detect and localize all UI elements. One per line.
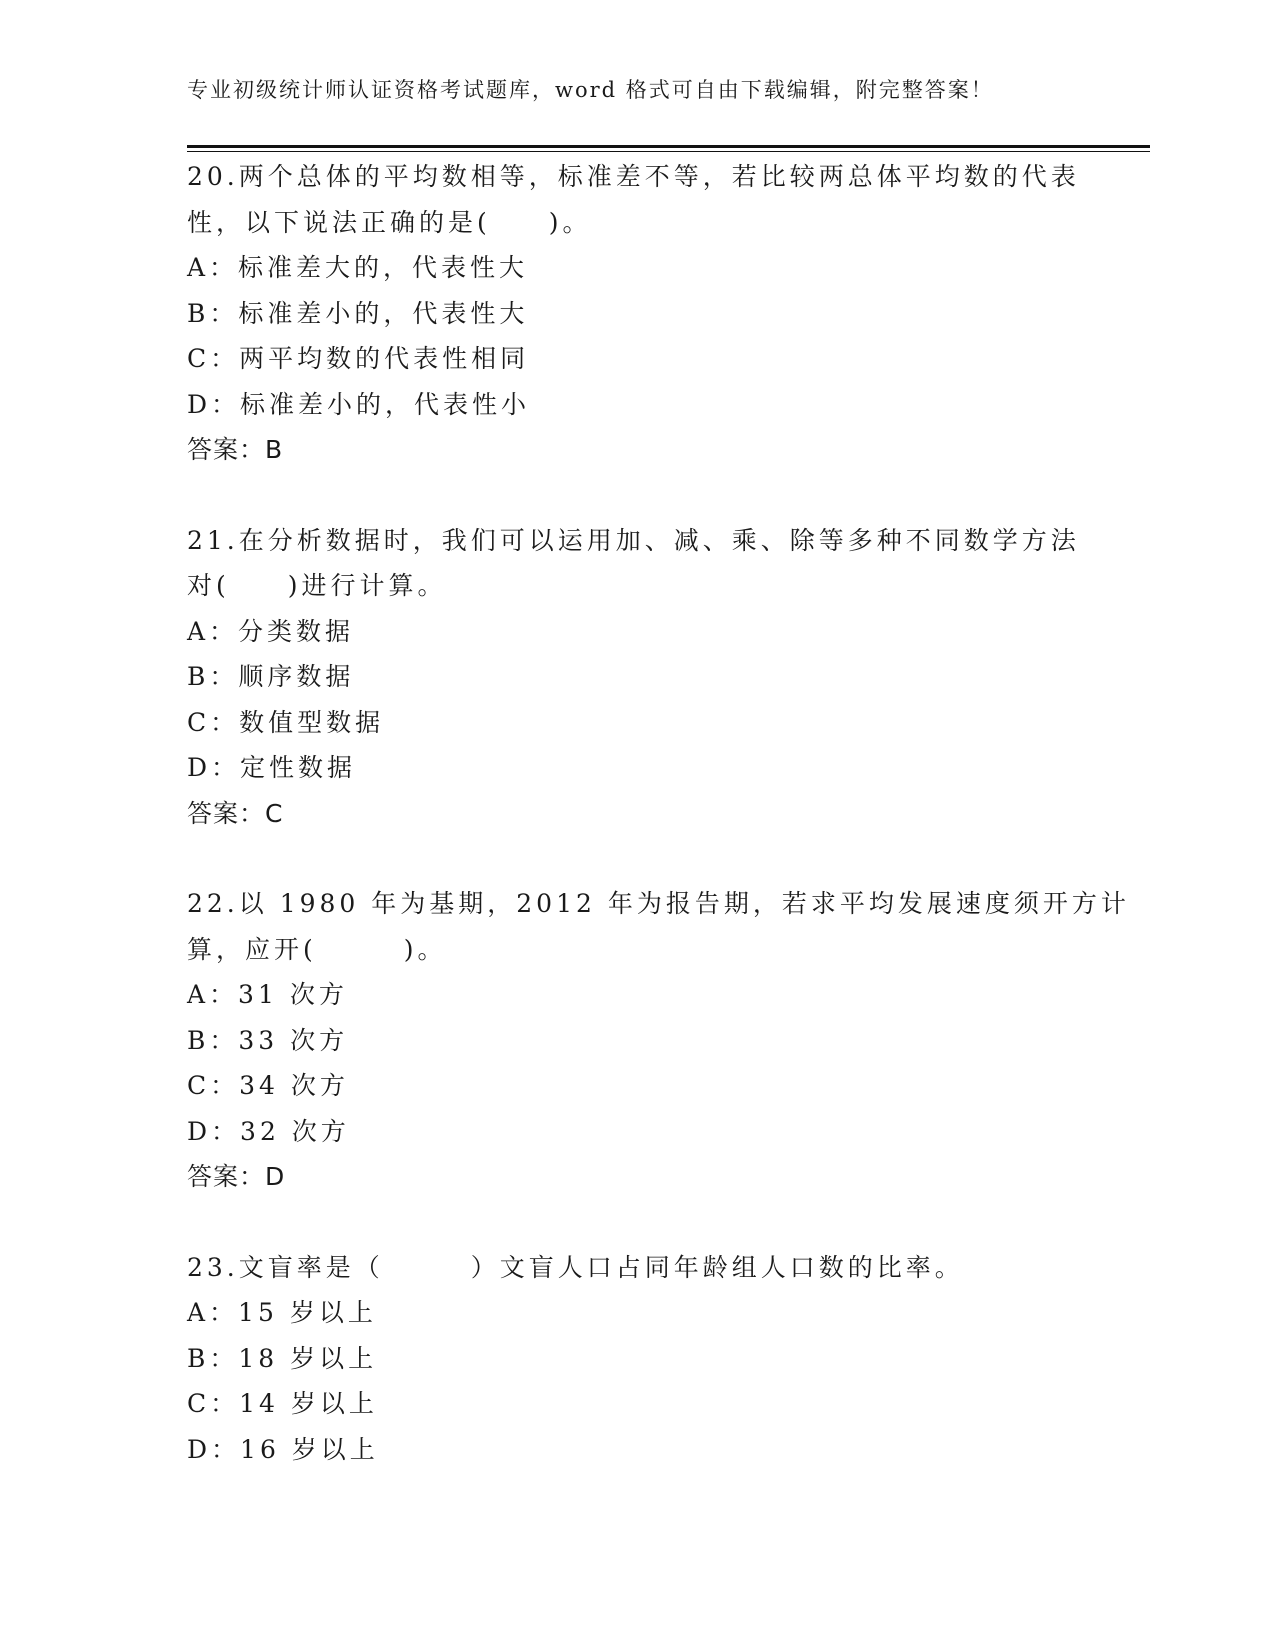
- option-c: C：14 岁以上: [187, 1389, 378, 1418]
- question-stem: 22.以 1980 年为基期，2012 年为报告期，若求平均发展速度须开方计: [187, 889, 1130, 918]
- header-divider-thick: [187, 145, 1150, 148]
- option-a: A：15 岁以上: [187, 1298, 377, 1327]
- question-21: [187, 518, 1087, 837]
- question-stem: 20.两个总体的平均数相等，标准差不等，若比较两总体平均数的代表: [187, 162, 1080, 191]
- option-b: B：33 次方: [187, 1025, 349, 1055]
- option-b: B：18 岁以上: [187, 1343, 378, 1373]
- option-d: D：32 次方: [187, 1116, 350, 1146]
- option-c: C：数值型数据: [187, 707, 385, 737]
- option-b: B：顺序数据: [187, 662, 355, 691]
- question-stem: 算，应开( )。: [187, 934, 447, 964]
- question-22: [187, 881, 1130, 1200]
- option-a: A：标准差大的，代表性大: [187, 253, 529, 282]
- question-stem: 21.在分析数据时，我们可以运用加、减、乘、除等多种不同数学方法: [187, 525, 1080, 555]
- question-stem: 性，以下说法正确的是( )。: [187, 207, 592, 237]
- option-b: B：标准差小的，代表性大: [187, 298, 529, 328]
- header-divider-thin: [187, 151, 1150, 152]
- answer: 答案：D: [187, 1162, 286, 1191]
- option-d: D：16 岁以上: [187, 1434, 379, 1464]
- answer: 答案：B: [187, 435, 284, 464]
- answer: 答案：C: [187, 798, 284, 828]
- option-a: A：分类数据: [187, 616, 355, 646]
- question-20: [187, 154, 1087, 473]
- question-stem: 对( )进行计算。: [187, 571, 447, 600]
- option-c: C：两平均数的代表性相同: [187, 344, 530, 373]
- option-d: D：定性数据: [187, 753, 357, 782]
- option-a: A：31 次方: [187, 980, 348, 1009]
- option-d: D：标准差小的，代表性小: [187, 389, 531, 419]
- option-c: C：34 次方: [187, 1071, 349, 1100]
- question-stem: 23.文盲率是（ ）文盲人口占同年龄组人口数的比率。: [187, 1252, 964, 1282]
- question-23: [187, 1245, 1087, 1473]
- question-list: [187, 154, 1130, 1472]
- page-header: 专业初级统计师认证资格考试题库，word 格式可自由下载编辑，附完整答案！: [187, 78, 994, 102]
